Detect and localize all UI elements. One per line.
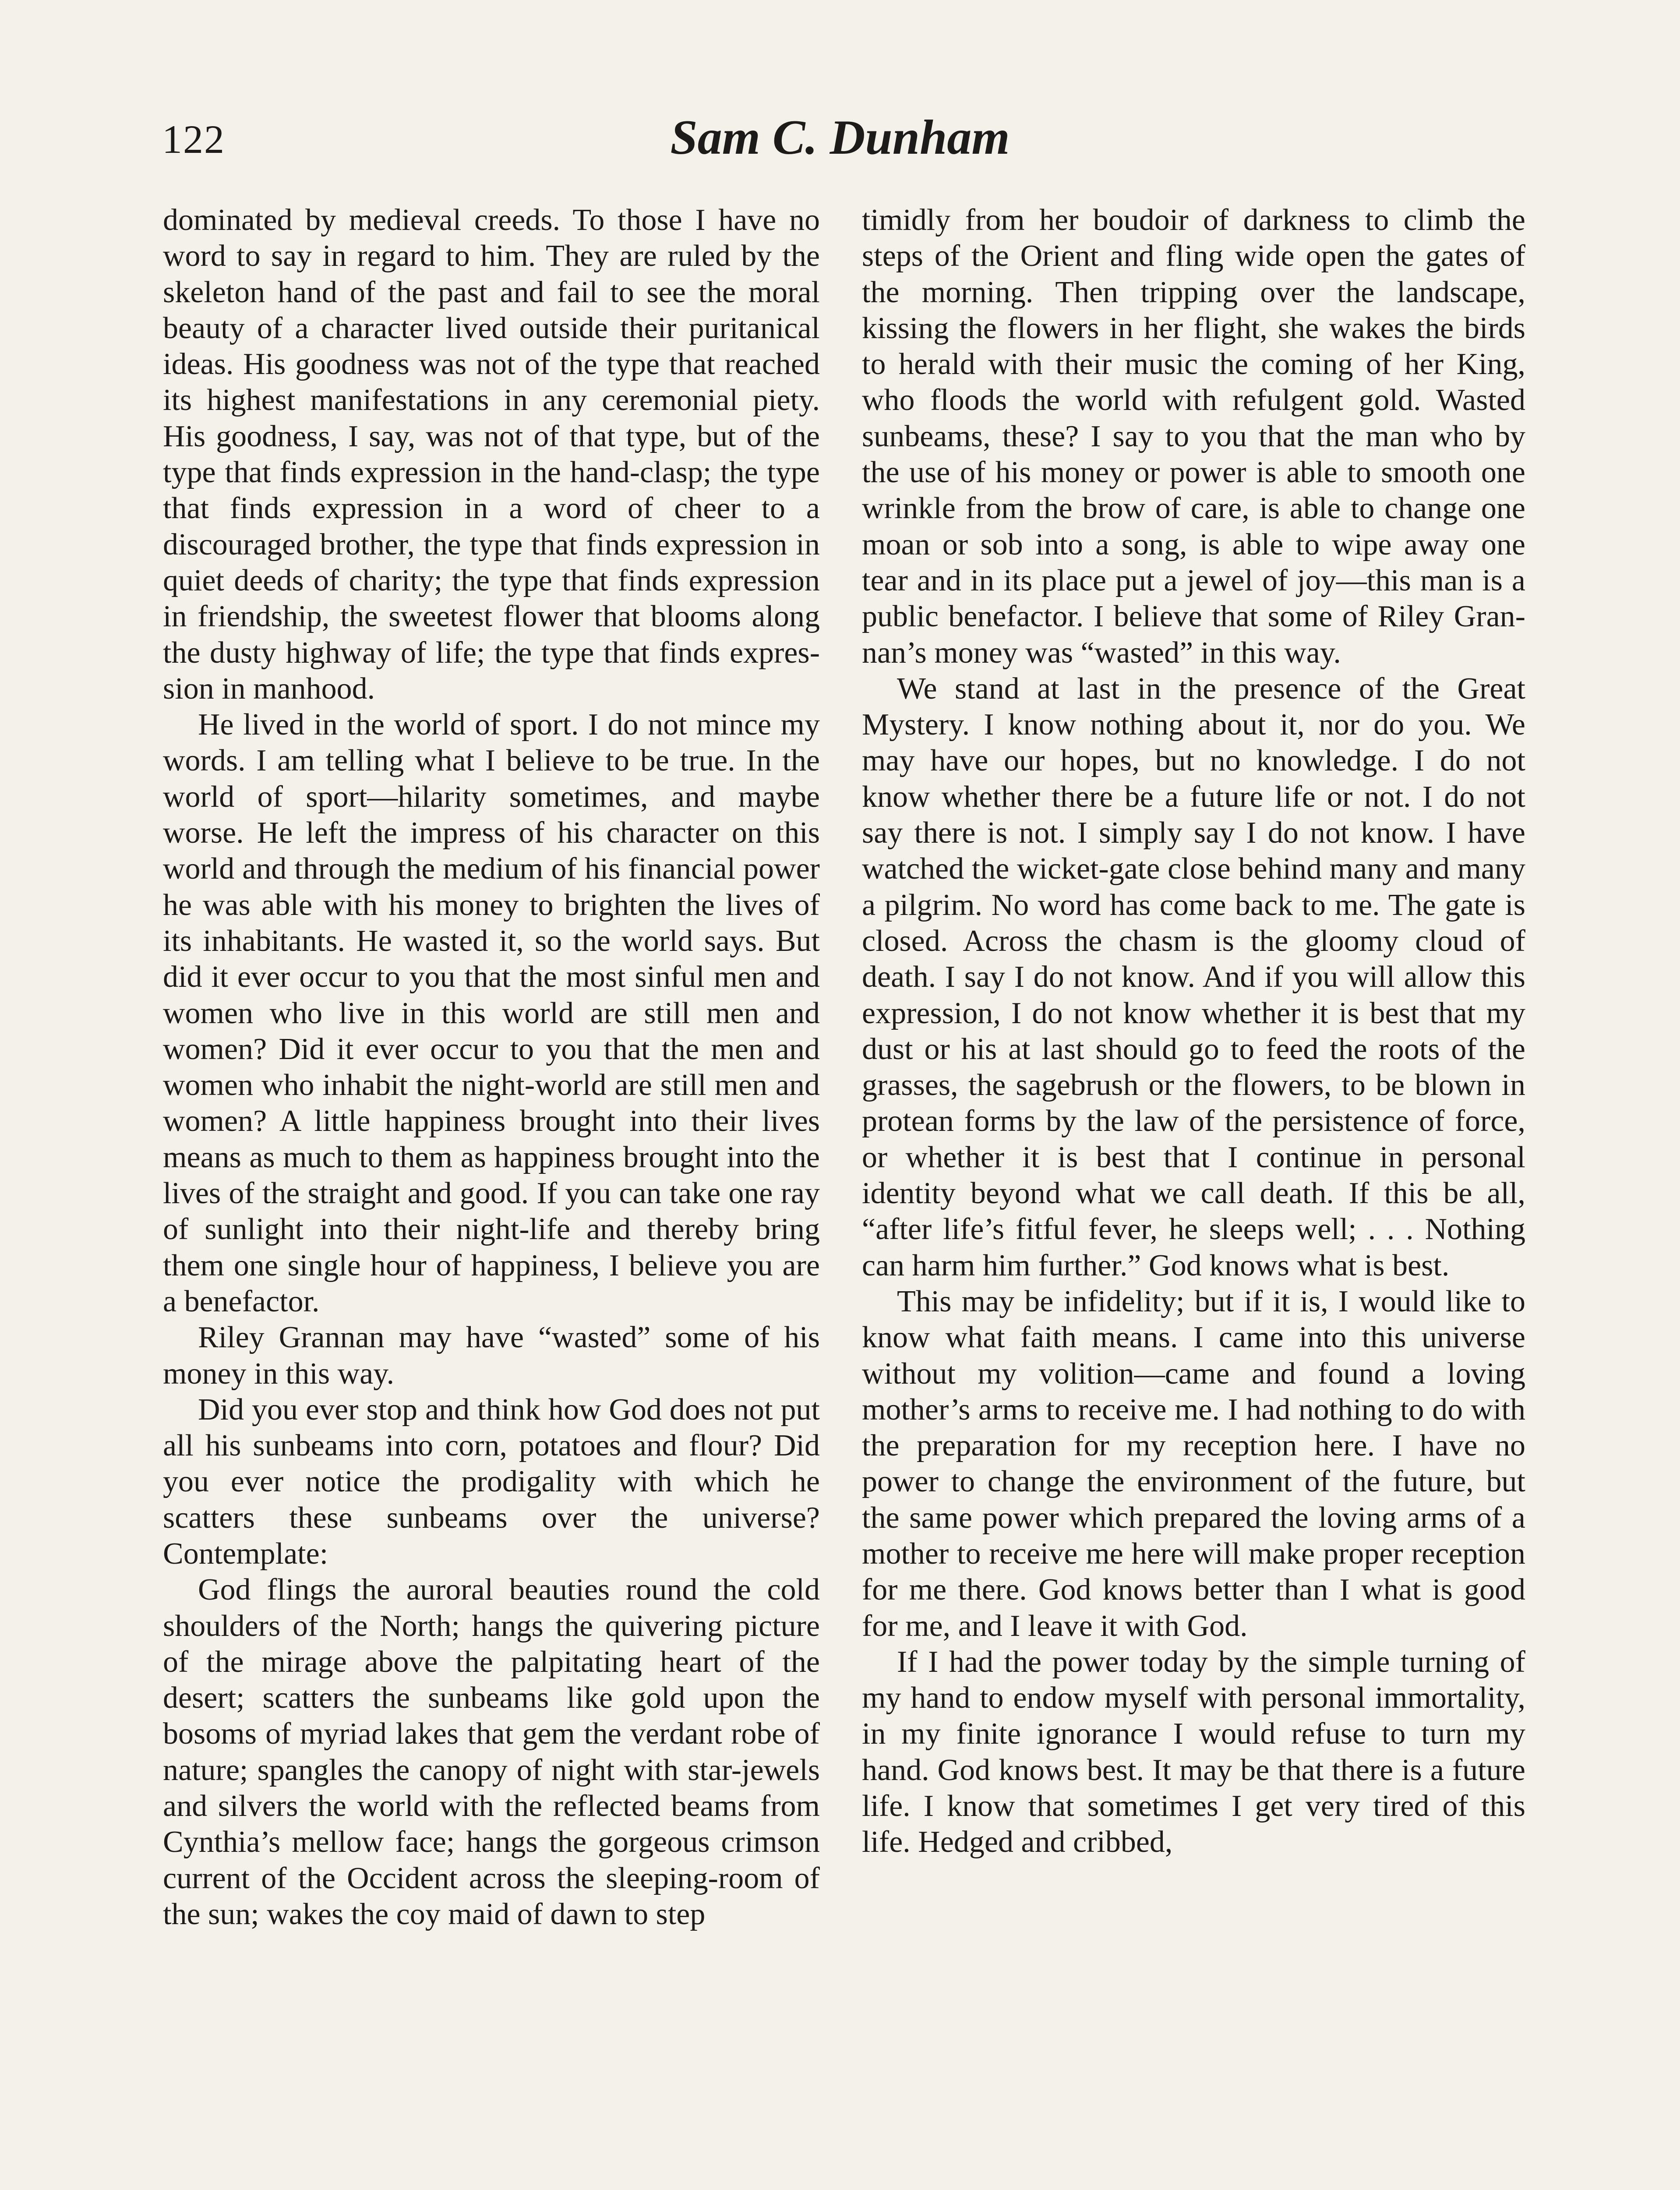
paragraph: Did you ever stop and think how God does not put all his sunbeams into corn, potatoes and flour? Did you ever notice the prodigality with which he scatters these sunbeams over the universe? Contemplate:	[163, 1392, 820, 1571]
paragraph: dominated by medieval creeds. To those I have no word to say in regard to him. They are ruled by the skeleton hand of the past and fail to see the moral beauty of a character lived outside their puritanical ideas. His goodness was not of the type that reached its highest manifestations in any ceremonial piety. His goodness, I say, was not of that type, but of the type that finds expression in the hand-clasp; the type that finds expression in a word of cheer to a discouraged brother, the type that finds expression in quiet deeds of charity; the type that finds expression in friendship, the sweetest flower that blooms along the dusty highway of life; the type that finds expression in manhood.	[163, 203, 820, 706]
paragraph: He lived in the world of sport. I do not mince my words. I am telling what I believe to be true. In the world of sport—hilarity sometimes, and maybe worse. He left the impress of his character on this world and through the medium of his financial power he was able with his money to brighten the lives of its inhabitants. He wasted it, so the world says. But did it ever occur to you that the most sinful men and women who live in this world are still men and women? Did it ever occur to you that the men and women who inhabit the night-world are still men and women? A little happiness brought into their lives means as much to them as happiness brought into the lives of the straight and good. If you can take one ray of sunlight into their night-life and thereby bring them one single hour of happiness, I believe you are a benefactor.	[163, 708, 820, 1318]
paragraph: Riley Grannan may have “wasted” some of his money in this way.	[163, 1321, 820, 1391]
text-column-right	[862, 202, 1525, 2190]
paragraph: timidly from her boudoir of darkness to climb the steps of the Orient and fling wide open the gates of the morning. Then tripping over the landscape, kissing the flowers in her flight, she wakes the birds to herald with their music the coming of her King, who floods the world with refulgent gold. Wasted sunbeams, these? I say to you that the man who by the use of his money or power is able to smooth one wrinkle from the brow of care, is able to change one moan or sob into a song, is able to wipe away one tear and in its place put a jewel of joy—this man is a public benefactor. I believe that some of Riley Grannan’s money was “wasted” in this way.	[862, 203, 1525, 670]
paragraph: This may be infidelity; but if it is, I would like to know what faith means. I came into this universe without my volition—came and found a loving mother’s arms to receive me. I had nothing to do with the preparation for my reception here. I have no power to change the environment of the future, but the same power which prepared the loving arms of a mother to receive me here will make proper reception for me there. God knows better than I what is good for me, and I leave it with God.	[862, 1284, 1525, 1643]
paragraph: If I had the power today by the simple turning of my hand to endow myself with personal immortality, in my finite ignorance I would refuse to turn my hand. God knows best. It may be that there is a future life. I know that sometimes I get very tired of this life. Hedged and cribbed,	[862, 1645, 1525, 1859]
page-number: 122	[162, 117, 225, 162]
paragraph: God flings the auroral beauties round the cold shoulders of the North; hangs the quivering picture of the mirage above the palpitating heart of the desert; scatters the sunbeams like gold upon the bosoms of myriad lakes that gem the verdant robe of nature; spangles the canopy of night with star-jewels and silvers the world with the reflected beams from Cynthia’s mellow face; hangs the gorgeous crimson current of the Occident across the sleeping-room of the sun; wakes the coy maid of dawn to step	[163, 1573, 820, 1931]
running-head-title: Sam C. Dunham	[670, 110, 1010, 165]
text-column-left	[163, 202, 820, 2190]
paragraph: We stand at last in the presence of the Great Mystery. I know nothing about it, nor do you. We may have our hopes, but no knowledge. I do not know whether there be a future life or not. I do not say there is not. I simply say I do not know. I have watched the wicket-gate close behind many and many a pilgrim. No word has come back to me. The gate is closed. Across the chasm is the gloomy cloud of death. I say I do not know. And if you will allow this expression, I do not know whether it is best that my dust or his at last should go to feed the roots of the grasses, the sagebrush or the flowers, to be blown in protean forms by the law of the persistence of force, or whether it is best that I continue in personal identity beyond what we call death. If this be all, “after life’s fitful fever, he sleeps well; . . . Nothing can harm him further.” God knows what is best.	[862, 671, 1525, 1282]
